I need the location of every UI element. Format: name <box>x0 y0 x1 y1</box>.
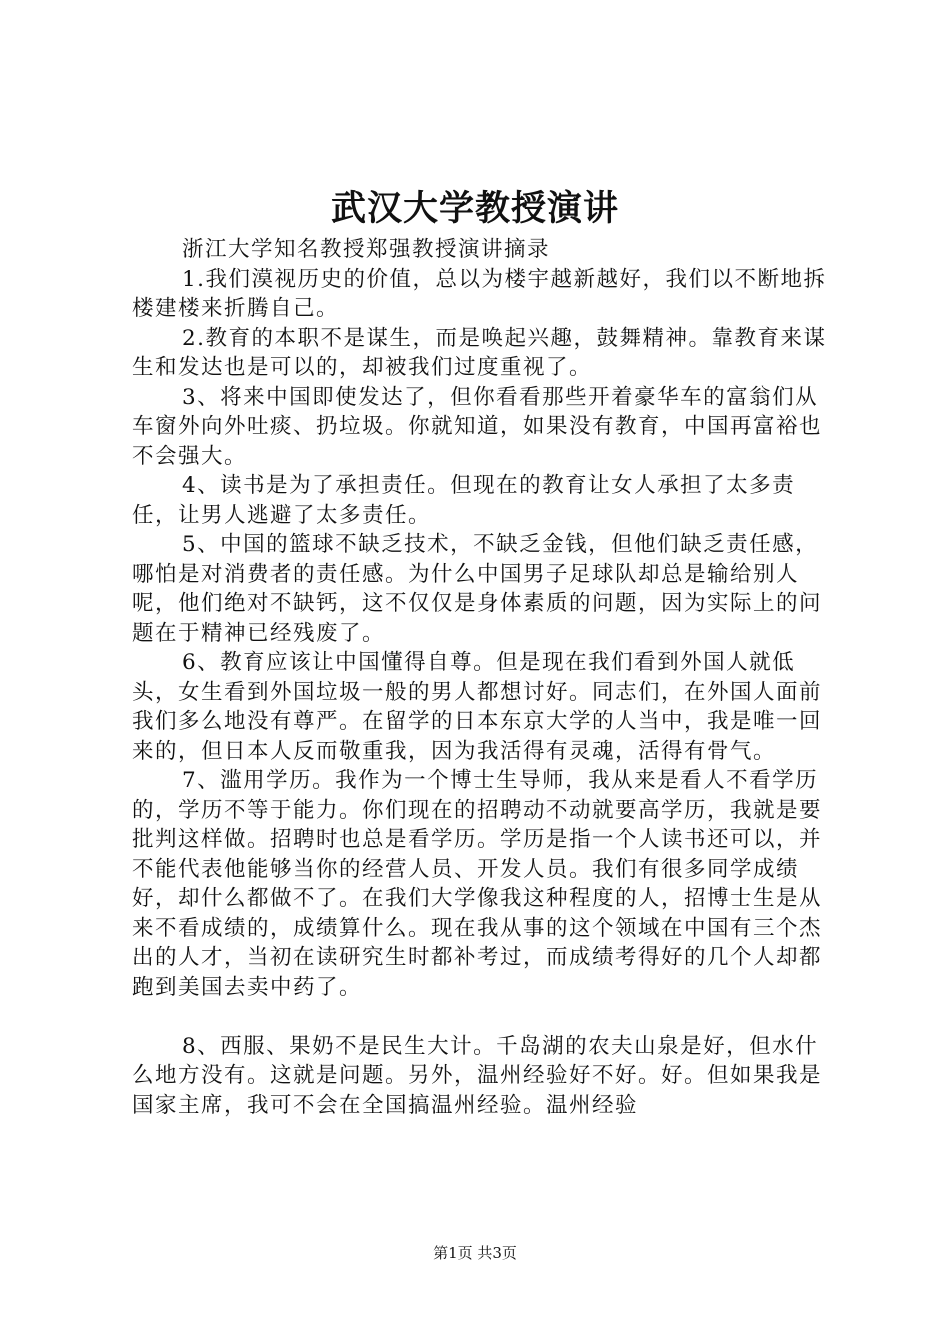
paragraph-4: 4、读书是为了承担责任。但现在的教育让女人承担了太多责任，让男人逃避了太多责任。 <box>132 473 796 528</box>
paragraph-6: 6、教育应该让中国懂得自尊。但是现在我们看到外国人就低头，女生看到外国垃圾一般的男人都想讨好。同志们，在外国人面前我们多么地没有尊严。在留学的日本东京大学的人当中，我是唯一回来的，但日本人反而敬重我，因为我活得有灵魂，活得有骨气。 <box>132 650 823 764</box>
paragraph-2: 2.教育的本职不是谋生，而是唤起兴趣，鼓舞精神。靠教育来谋生和发达也是可以的，却被我们过度重视了。 <box>132 325 827 380</box>
document-body <box>132 235 832 1120</box>
subtitle-paragraph: 浙江大学知名教授郑强教授演讲摘录 <box>182 237 551 262</box>
paragraph-8: 8、西服、果奶不是民生大计。千岛湖的农夫山泉是好，但水什么地方没有。这就是问题。另外，温州经验好不好。好。但如果我是国家主席，我可不会在全国搞温州经验。温州经验 <box>132 1033 823 1118</box>
paragraph-3: 3、将来中国即使发达了，但你看看那些开着豪华车的富翁们从车窗外向外吐痰、扔垃圾。你就知道，如果没有教育，中国再富裕也不会强大。 <box>132 384 823 469</box>
page-number-footer: 第1页 共3页 <box>433 1244 517 1262</box>
paragraph-1: 1.我们漠视历史的价值，总以为楼宇越新越好，我们以不断地拆楼建楼来折腾自己。 <box>132 266 827 321</box>
paragraph-5: 5、中国的篮球不缺乏技术，不缺乏金钱，但他们缺乏责任感，哪怕是对消费者的责任感。为什么中国男子足球队却总是输给别人呢，他们绝对不缺钙，这不仅仅是身体素质的问题，因为实际上的问题在于精神已经残废了。 <box>132 532 823 646</box>
paragraph-7: 7、滥用学历。我作为一个博士生导师，我从来是看人不看学历的，学历不等于能力。你们现在的招聘动不动就要高学历，我就是要批判这样做。招聘时也总是看学历。学历是指一个人读书还可以，并不能代表他能够当你的经营人员、开发人员。我们有很多同学成绩好，却什么都做不了。在我们大学像我这种程度的人，招博士生是从来不看成绩的，成绩算什么。现在我从事的这个领域在中国有三个杰出的人才，当初在读研究生时都补考过，而成绩考得好的几个人却都跑到美国去卖中药了。 <box>132 768 823 1000</box>
document-title: 武汉大学教授演讲 <box>330 188 619 229</box>
